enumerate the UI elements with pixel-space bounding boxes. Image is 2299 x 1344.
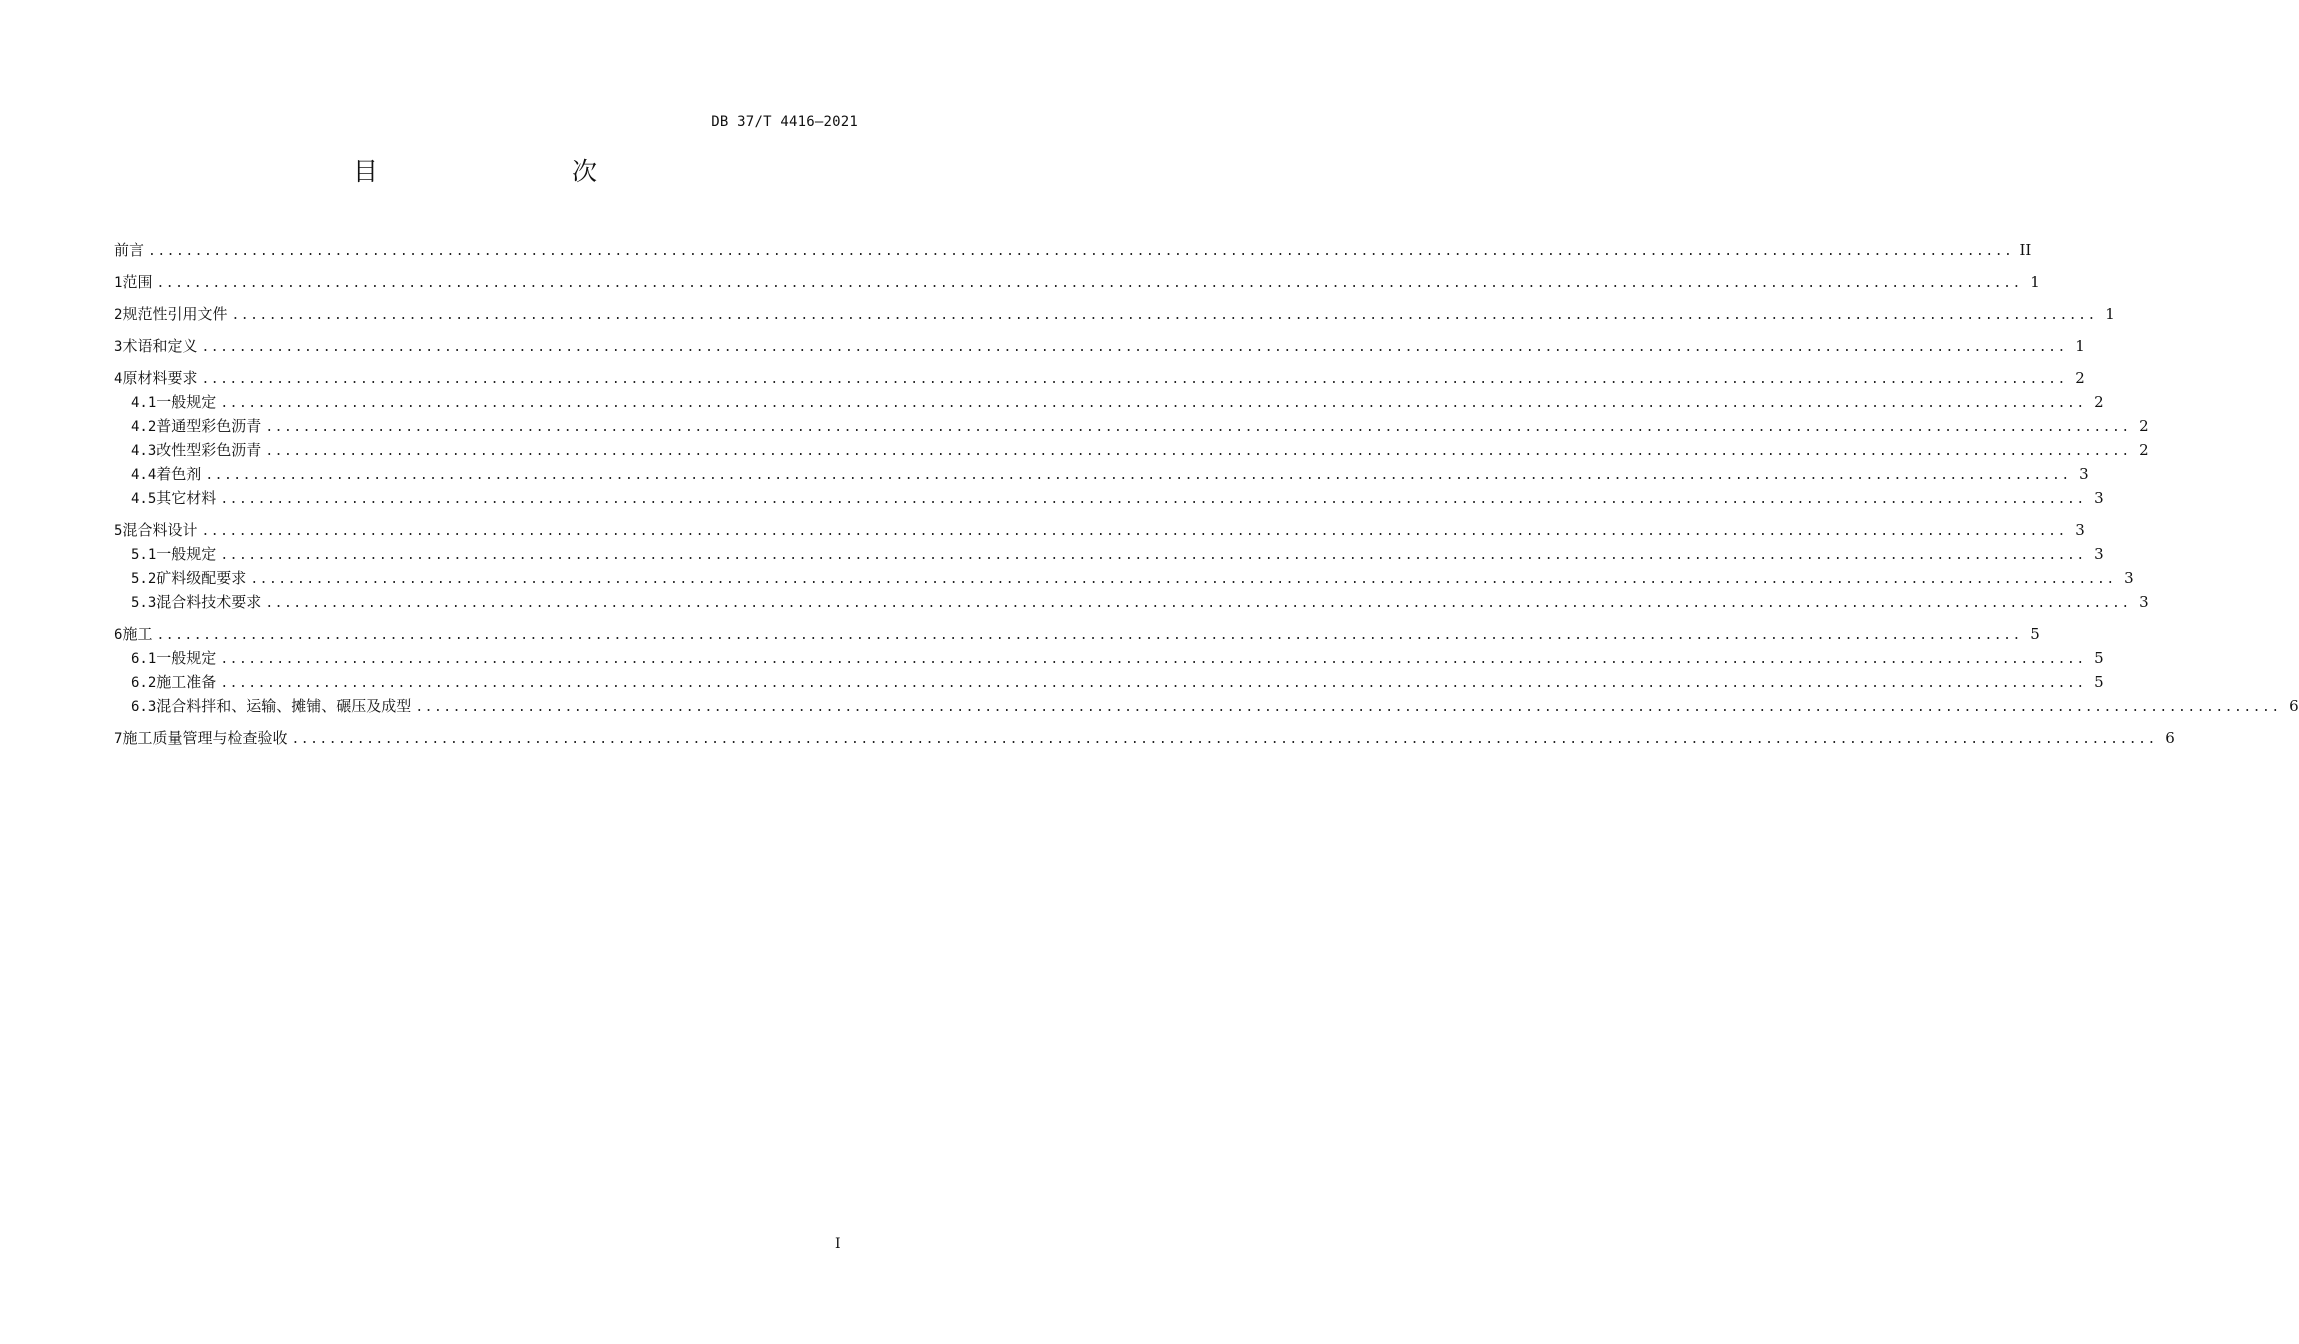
toc-dot-leader: ........................................................................................................................................................................................................	[250, 572, 2116, 587]
toc-dot-leader: ........................................................................................................................................................................................................	[205, 468, 2071, 483]
toc-entry-label: 矿料级配要求	[156, 569, 247, 587]
table-of-contents	[114, 238, 2299, 750]
toc-entry-label: 范围	[122, 273, 153, 291]
toc-entry-number: 5.2	[131, 571, 157, 587]
toc-dot-leader: ........................................................................................................................................................................................................	[220, 492, 2086, 507]
toc-entry-label: 其它材料	[156, 489, 217, 507]
toc-entry[interactable]	[114, 390, 2104, 414]
toc-entry[interactable]	[114, 670, 2104, 694]
toc-entry-page: 2	[2094, 393, 2104, 411]
toc-entry[interactable]	[114, 270, 2040, 294]
toc-entry-page: 2	[2075, 369, 2085, 387]
toc-entry-label: 术语和定义	[122, 337, 198, 355]
toc-entry-page: 1	[2105, 305, 2115, 323]
toc-entry-label: 原材料要求	[122, 369, 198, 387]
toc-entry-number: 4.4	[131, 467, 157, 483]
toc-entry-label: 混合料技术要求	[156, 593, 262, 611]
toc-entry-number: 2	[114, 307, 123, 323]
page-number: I	[835, 1236, 841, 1252]
toc-dot-leader: ........................................................................................................................................................................................................	[265, 596, 2131, 611]
toc-entry-page: 5	[2094, 673, 2104, 691]
toc-entry[interactable]	[114, 542, 2104, 566]
toc-entry-label: 普通型彩色沥青	[156, 417, 262, 435]
toc-entry-number: 5.1	[131, 547, 157, 563]
toc-entry-page: 6	[2289, 697, 2299, 715]
toc-entry[interactable]	[114, 486, 2104, 510]
toc-dot-leader: ........................................................................................................................................................................................................	[201, 340, 2067, 355]
toc-dot-leader: ........................................................................................................................................................................................................	[265, 420, 2131, 435]
toc-entry[interactable]	[114, 622, 2040, 646]
toc-entry-label: 混合料拌和、运输、摊铺、碾压及成型	[156, 697, 412, 715]
toc-entry[interactable]	[114, 438, 2149, 462]
toc-dot-leader: ........................................................................................................................................................................................................	[291, 732, 2157, 747]
toc-entry-number: 4.2	[131, 419, 157, 435]
toc-entry[interactable]	[114, 694, 2299, 718]
toc-dot-leader: ........................................................................................................................................................................................................	[415, 700, 2281, 715]
toc-entry-label: 一般规定	[156, 393, 217, 411]
toc-dot-leader: ........................................................................................................................................................................................................	[201, 372, 2067, 387]
toc-entry-page: 3	[2094, 545, 2104, 563]
toc-entry[interactable]	[114, 414, 2149, 438]
toc-entry[interactable]	[114, 590, 2149, 614]
toc-entry-page: II	[2019, 241, 2032, 259]
toc-entry-page: 5	[2094, 649, 2104, 667]
toc-entry-number: 7	[114, 731, 123, 747]
toc-dot-leader: ........................................................................................................................................................................................................	[201, 524, 2067, 539]
toc-entry-page: 2	[2139, 417, 2149, 435]
toc-entry-page: 3	[2075, 521, 2085, 539]
toc-entry-number: 4.3	[131, 443, 157, 459]
toc-entry[interactable]	[114, 462, 2089, 486]
toc-entry-number: 3	[114, 339, 123, 355]
toc-entry-label: 施工准备	[156, 673, 217, 691]
toc-entry-label: 施工质量管理与检查验收	[122, 729, 288, 747]
toc-dot-leader: ........................................................................................................................................................................................................	[265, 444, 2131, 459]
toc-entry-label: 前言	[114, 241, 145, 259]
toc-entry[interactable]	[114, 302, 2115, 326]
toc-dot-leader: ........................................................................................................................................................................................................	[220, 676, 2086, 691]
toc-entry[interactable]	[114, 726, 2175, 750]
toc-entry-label: 施工	[122, 625, 153, 643]
toc-entry-number: 6	[114, 627, 123, 643]
toc-entry-page: 3	[2094, 489, 2104, 507]
toc-entry-label: 规范性引用文件	[122, 305, 228, 323]
toc-entry-number: 5.3	[131, 595, 157, 611]
page-title: 目 次	[352, 157, 645, 186]
toc-entry-page: 2	[2139, 441, 2149, 459]
toc-entry-label: 改性型彩色沥青	[156, 441, 262, 459]
toc-entry-page: 1	[2030, 273, 2040, 291]
toc-entry-label: 着色剂	[156, 465, 202, 483]
toc-entry-label: 一般规定	[156, 649, 217, 667]
toc-entry-number: 4.1	[131, 395, 157, 411]
toc-entry-page: 3	[2124, 569, 2134, 587]
toc-entry-number: 6.2	[131, 675, 157, 691]
toc-dot-leader: ........................................................................................................................................................................................................	[220, 652, 2086, 667]
toc-dot-leader: ........................................................................................................................................................................................................	[156, 276, 2022, 291]
toc-dot-leader: ........................................................................................................................................................................................................	[148, 244, 2014, 259]
toc-entry-number: 4.5	[131, 491, 157, 507]
toc-entry-number: 6.1	[131, 651, 157, 667]
toc-entry-page: 5	[2030, 625, 2040, 643]
toc-entry[interactable]	[114, 518, 2085, 542]
toc-entry-page: 3	[2139, 593, 2149, 611]
toc-entry-page: 6	[2165, 729, 2175, 747]
toc-entry[interactable]	[114, 334, 2085, 358]
toc-entry-label: 一般规定	[156, 545, 217, 563]
toc-dot-leader: ........................................................................................................................................................................................................	[220, 396, 2086, 411]
toc-entry-number: 1	[114, 275, 123, 291]
toc-dot-leader: ........................................................................................................................................................................................................	[231, 308, 2097, 323]
toc-entry-number: 4	[114, 371, 123, 387]
toc-entry[interactable]	[114, 366, 2085, 390]
toc-entry[interactable]	[114, 238, 2032, 262]
toc-entry-label: 混合料设计	[122, 521, 198, 539]
toc-entry-page: 1	[2075, 337, 2085, 355]
toc-entry[interactable]	[114, 646, 2104, 670]
toc-entry-number: 6.3	[131, 699, 157, 715]
toc-dot-leader: ........................................................................................................................................................................................................	[220, 548, 2086, 563]
standard-code: DB 37/T 4416—2021	[711, 114, 858, 130]
toc-dot-leader: ........................................................................................................................................................................................................	[156, 628, 2022, 643]
toc-entry-number: 5	[114, 523, 123, 539]
toc-entry-page: 3	[2079, 465, 2089, 483]
toc-entry[interactable]	[114, 566, 2134, 590]
